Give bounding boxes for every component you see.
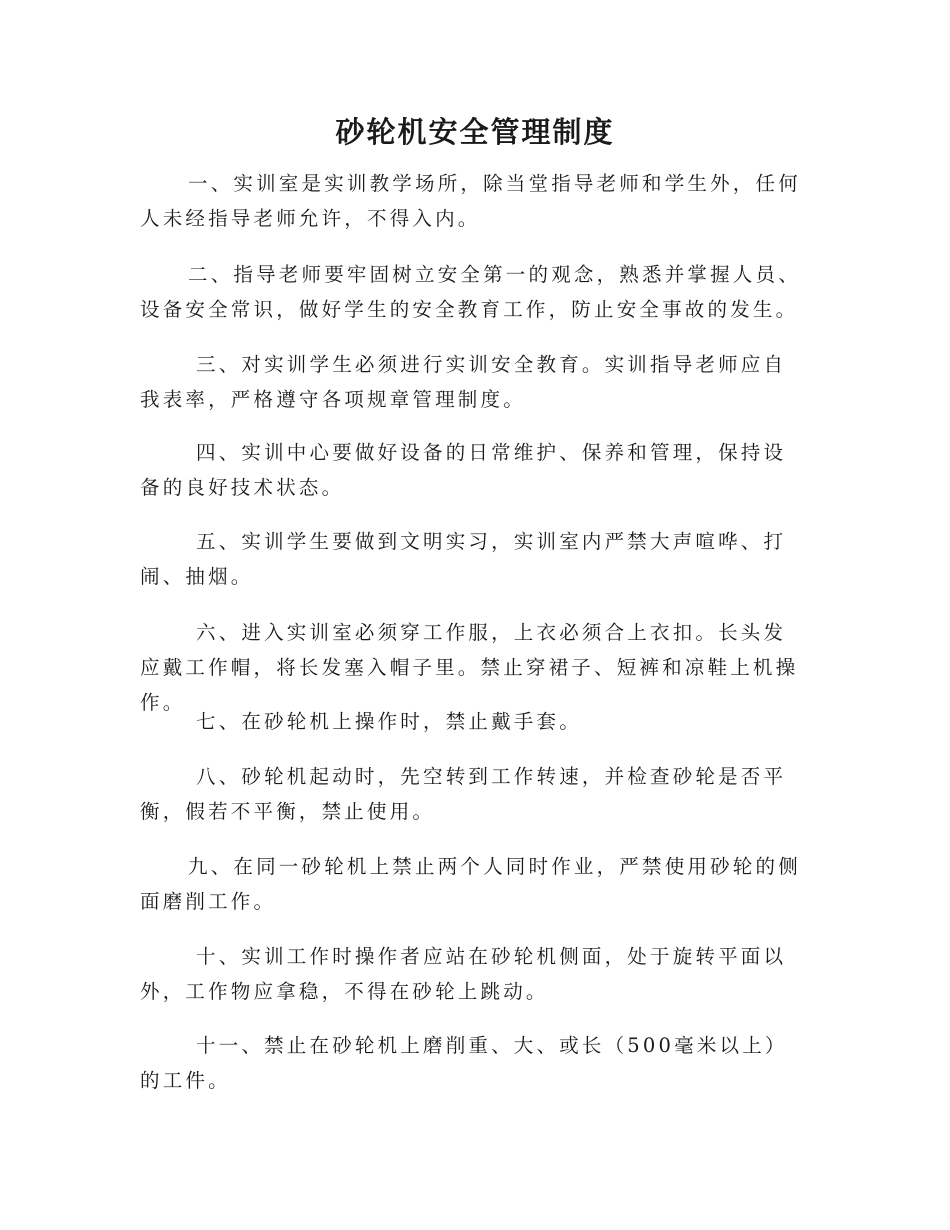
paragraph-6: 六、进入实训室必须穿工作服，上衣必须合上衣扣。长头发应戴工作帽，将长发塞入帽子里。禁止穿裙子、短裤和凉鞋上机操作。	[140, 621, 799, 714]
paragraph-5: 五、实训学生要做到文明实习，实训室内严禁大声喧哗、打闹、抽烟。	[140, 530, 787, 588]
paragraph-7: 七、在砂轮机上操作时，禁止戴手套。	[196, 710, 582, 733]
paragraph-3: 三、对实训学生必须进行实训安全教育。实训指导老师应自我表率，严格遵守各项规章管理制度。	[140, 353, 787, 411]
paragraph-1: 一、实训室是实训教学场所，除当堂指导老师和学生外，任何人未经指导老师允许，不得入内。	[140, 172, 801, 230]
paragraph-8: 八、砂轮机起动时，先空转到工作转速，并检查砂轮是否平衡，假若不平衡，禁止使用。	[140, 765, 787, 823]
paragraph-9: 九、在同一砂轮机上禁止两个人同时作业，严禁使用砂轮的侧面磨削工作。	[140, 855, 801, 913]
paragraph-4: 四、实训中心要做好设备的日常维护、保养和管理，保持设备的良好技术状态。	[140, 441, 787, 499]
paragraph-2: 二、指导老师要牢固树立安全第一的观念，熟悉并掌握人员、设备安全常识，做好学生的安全教育工作，防止安全事故的发生。	[140, 263, 801, 321]
paragraph-10: 十、实训工作时操作者应站在砂轮机侧面，处于旋转平面以外，工作物应拿稳，不得在砂轮上跳动。	[140, 945, 787, 1003]
document-title: 砂轮机安全管理制度	[335, 115, 615, 149]
paragraph-11: 十一、禁止在砂轮机上磨削重、大、或长（500毫米以上）的工件。	[140, 1034, 788, 1092]
